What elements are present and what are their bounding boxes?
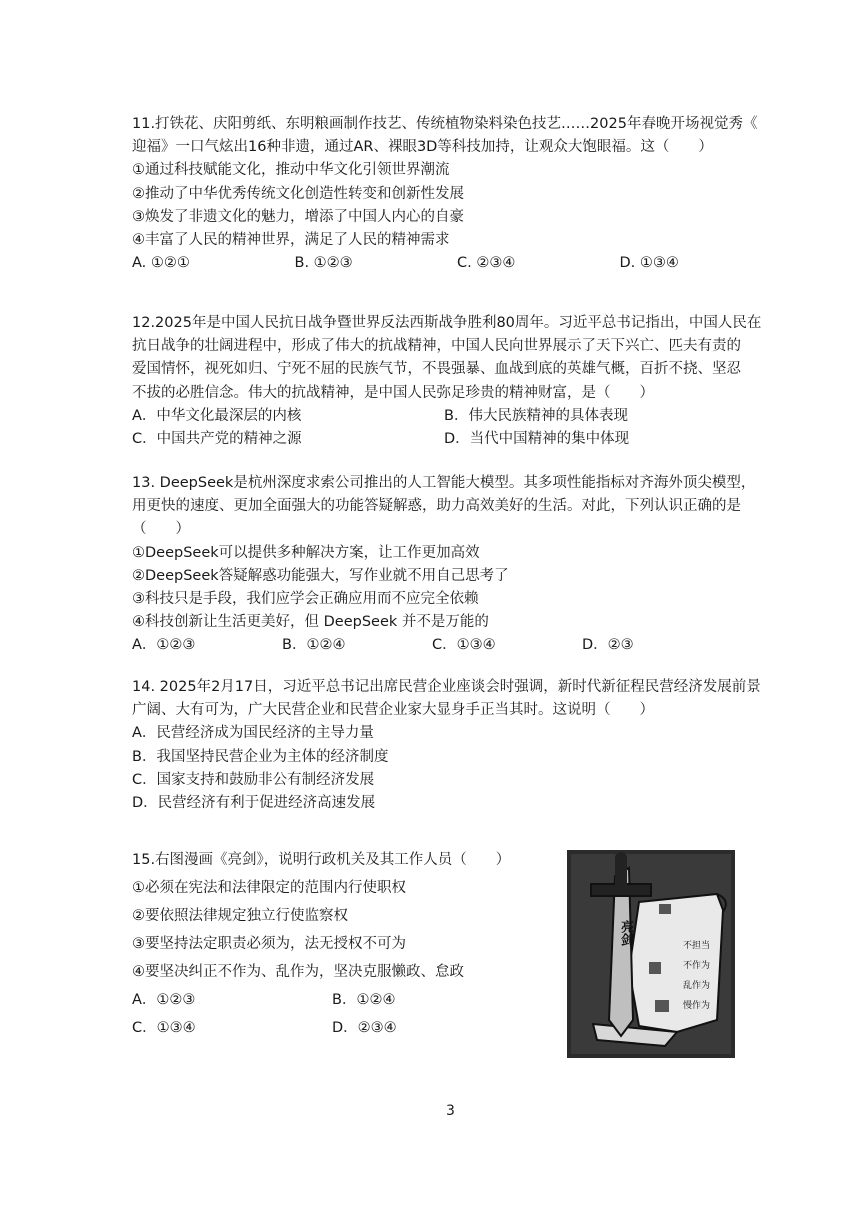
option-b: B．①②④ (332, 992, 396, 1008)
cartoon-image (567, 850, 735, 1058)
option-c: C．①③④ (132, 1020, 196, 1036)
scroll-text-line: 慢作为 (683, 1001, 711, 1011)
option-d: D．②③④ (332, 1020, 397, 1036)
scroll-text-line: 不担当 (683, 941, 711, 951)
option-a: A．中华文化最深层的内核 (132, 407, 302, 424)
statement: ①通过科技赋能文化，推动中华文化引领世界潮流 (132, 162, 450, 179)
question-15 (132, 846, 552, 1042)
scroll-text (683, 936, 710, 1016)
question-stem: 迎福》一口气炫出16种非遗，通过AR、裸眼3D等科技加持，让观众大饱眼福。这（ ） (132, 139, 713, 156)
statement: ④丰富了人民的精神世界，满足了人民的精神需求 (132, 231, 450, 248)
question-stem: 14. 2025年2月17日，习近平总书记出席民营企业座谈会时强调，新时代新征程民营经济发展前景 (132, 679, 761, 695)
option-d: D．②③ (582, 637, 634, 654)
option-c: C. ②③④ (457, 255, 516, 272)
options-row (132, 1014, 552, 1042)
option-a: A．①②③ (132, 637, 196, 654)
statement: ①DeepSeek可以提供多种解决方案，让工作更加高效 (132, 544, 480, 561)
option-d: D．当代中国精神的集中体现 (444, 430, 630, 447)
option-d: D．民营经济有利于促进经济高速发展 (132, 794, 376, 811)
question-13 (132, 472, 782, 658)
options-row (132, 634, 782, 657)
option-b: B．①②④ (282, 637, 346, 654)
statement: ②要依照法律规定独立行使监察权 (132, 908, 348, 924)
statement: ③科技只是手段，我们应学会正确应用而不应完全依赖 (132, 590, 479, 607)
question-14 (132, 676, 782, 815)
statement: ④要坚决纠正不作为、乱作为，坚决克服懒政、怠政 (132, 964, 464, 980)
option-a: A．①②③ (132, 992, 196, 1008)
statement: ②推动了中华优秀传统文化创造性转变和创新性发展 (132, 185, 464, 202)
question-stem: 抗日战争的壮阔进程中，形成了伟大的抗战精神，中国人民向世界展示了天下兴亡、匹夫有责的 (132, 338, 741, 355)
option-d: D. ①③④ (619, 255, 679, 272)
option-a: A．民营经济成为国民经济的主导力量 (132, 725, 374, 742)
scroll-text-line: 不作为 (683, 961, 711, 971)
sword-label: 亮剑 (618, 920, 633, 946)
question-stem: 12.2025年是中国人民抗日战争暨世界反法西斯战争胜利80周年。习近平总书记指出，中国人民在 (132, 315, 762, 331)
question-stem: （ ） (132, 521, 190, 538)
question-stem: 广阔、大有可为，广大民营企业和民营企业家大显身手正当其时。这说明（ ） (132, 702, 654, 719)
option-c: C．①③④ (432, 637, 496, 654)
statement: ④科技创新让生活更美好，但 DeepSeek 并不是万能的 (132, 614, 489, 631)
question-stem: 不拔的必胜信念。伟大的抗战精神，是中国人民弥足珍贵的精神财富，是（ ） (132, 384, 654, 401)
option-c: C．国家支持和鼓励非公有制经济发展 (132, 771, 375, 788)
option-b: B. ①②③ (294, 255, 353, 272)
question-stem: 用更快的速度、更加全面强大的功能答疑解惑，助力高效美好的生活。对此，下列认识正确的是 (132, 498, 741, 515)
option-b: B．我国坚持民营企业为主体的经济制度 (132, 748, 389, 765)
statement: ③要坚持法定职责必须为，法无授权不可为 (132, 936, 406, 952)
statement: ②DeepSeek答疑解惑功能强大，写作业就不用自己思考了 (132, 567, 509, 584)
option-a: A. ①②① (132, 255, 190, 272)
options-row (132, 986, 552, 1014)
options-row (132, 428, 782, 451)
option-c: C．中国共产党的精神之源 (132, 430, 302, 447)
statement: ③焕发了非遗文化的魅力，增添了中国人内心的自豪 (132, 208, 464, 225)
question-stem: 13. DeepSeek是杭州深度求索公司推出的人工智能大模型。其多项性能指标对齐海外顶尖模型， (132, 475, 756, 491)
question-stem: 爱国情怀，视死如归、宁死不屈的民族气节，不畏强暴、血战到底的英雄气概，百折不挠、坚忍 (132, 361, 741, 378)
page-number: 3 (446, 1103, 455, 1119)
options-row (132, 252, 782, 275)
question-12 (132, 312, 782, 451)
question-11 (132, 113, 782, 275)
option-b: B．伟大民族精神的具体表现 (444, 407, 628, 424)
question-stem: 11.打铁花、庆阳剪纸、东明粮画制作技艺、传统植物染料染色技艺……2025年春晚开场视觉秀《 (132, 116, 758, 132)
question-stem: 15.右图漫画《亮剑》，说明行政机关及其工作人员（ ） (132, 852, 511, 868)
statement: ①必须在宪法和法律限定的范围内行使职权 (132, 880, 406, 896)
scroll-text-line: 乱作为 (683, 981, 711, 991)
options-row (132, 405, 782, 428)
